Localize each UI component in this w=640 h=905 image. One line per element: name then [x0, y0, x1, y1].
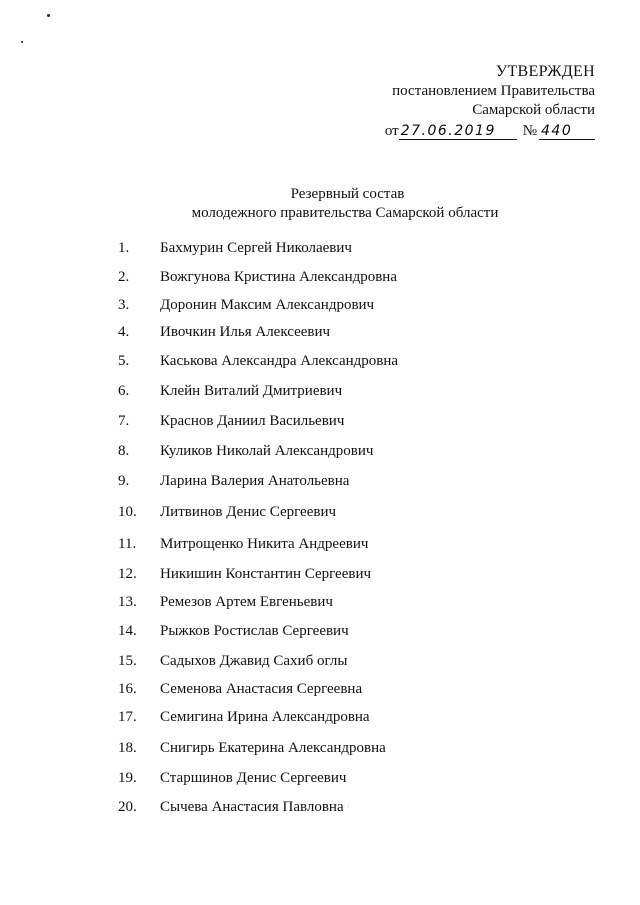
list-item-number: 15.	[118, 653, 137, 669]
list-item-number: 17.	[118, 709, 137, 725]
list-item-name: Вожгунова Кристина Александровна	[160, 269, 397, 285]
list-item-number: 16.	[118, 681, 137, 697]
approval-stamp	[335, 62, 595, 141]
list-item-number: 9.	[118, 473, 130, 489]
list-item	[118, 324, 330, 344]
list-item	[118, 443, 373, 463]
heading-line: Резервный состав	[290, 186, 405, 202]
number-sign: №	[522, 123, 537, 139]
list-item-number: 6.	[118, 383, 130, 399]
scan-speck	[348, 806, 349, 807]
list-item-number: 18.	[118, 740, 137, 756]
list-item	[118, 473, 349, 493]
approval-line: постановлением Правительства	[392, 83, 595, 99]
approval-line: Самарской области	[472, 102, 595, 118]
list-item	[118, 709, 370, 729]
list-item	[118, 353, 398, 373]
list-item-number: 20.	[118, 799, 137, 815]
list-item-name: Ивочкин Илья Алексеевич	[160, 324, 331, 340]
list-item	[118, 799, 344, 819]
approval-date-line	[335, 121, 595, 141]
list-item-number: 11.	[118, 536, 137, 552]
list-item	[118, 297, 374, 317]
handwritten-number: 440	[539, 123, 595, 140]
list-item	[118, 681, 362, 701]
list-item	[118, 240, 352, 260]
list-item-number: 7.	[118, 413, 130, 429]
document-heading	[0, 185, 640, 223]
scan-speck	[21, 41, 23, 43]
date-prefix: от	[384, 123, 399, 139]
list-item-number: 1.	[118, 240, 130, 256]
list-item-number: 2.	[118, 269, 130, 285]
list-item	[118, 623, 349, 643]
heading-line: молодежного правительства Самарской области	[191, 205, 499, 221]
list-item	[118, 504, 336, 524]
list-item-name: Краснов Даниил Васильевич	[160, 413, 345, 429]
list-item	[118, 740, 386, 760]
list-item-number: 10.	[118, 504, 137, 520]
list-item-number: 19.	[118, 770, 137, 786]
list-item-name: Рыжков Ростислав Сергеевич	[160, 623, 349, 639]
list-item-name: Снигирь Екатерина Александровна	[160, 740, 386, 756]
list-item-name: Каськова Александра Александровна	[160, 353, 399, 369]
list-item-name: Никишин Константин Сергеевич	[160, 566, 372, 582]
list-item-name: Садыхов Джавид Сахиб оглы	[160, 653, 348, 669]
list-item	[118, 413, 344, 433]
approval-title: УТВЕРЖДЕН	[495, 63, 595, 80]
handwritten-date: 27.06.2019	[399, 123, 517, 140]
list-item-name: Митрощенко Никита Андреевич	[160, 536, 369, 552]
list-item-number: 14.	[118, 623, 137, 639]
list-item-name: Семигина Ирина Александровна	[160, 709, 370, 725]
list-item-number: 4.	[118, 324, 130, 340]
list-item-name: Куликов Николай Александрович	[160, 443, 374, 459]
list-item	[118, 770, 346, 790]
list-item	[118, 269, 397, 289]
list-item-name: Бахмурин Сергей Николаевич	[160, 240, 352, 256]
list-item-name: Клейн Виталий Дмитриевич	[160, 383, 343, 399]
list-item	[118, 594, 333, 614]
list-item-name: Литвинов Денис Сергеевич	[160, 504, 337, 520]
list-item	[118, 383, 342, 403]
list-item-name: Сычева Анастасия Павловна	[160, 799, 344, 815]
list-item-number: 5.	[118, 353, 130, 369]
list-item-name: Доронин Максим Александрович	[160, 297, 375, 313]
scan-speck	[47, 14, 50, 17]
list-item-number: 8.	[118, 443, 130, 459]
list-item-name: Семенова Анастасия Сергеевна	[160, 681, 363, 697]
list-item-number: 12.	[118, 566, 137, 582]
list-item-name: Старшинов Денис Сергеевич	[160, 770, 347, 786]
list-item-name: Ремезов Артем Евгеньевич	[160, 594, 333, 610]
list-item-number: 13.	[118, 594, 137, 610]
list-item	[118, 536, 368, 556]
list-item-number: 3.	[118, 297, 130, 313]
list-item-name: Ларина Валерия Анатольевна	[160, 473, 350, 489]
list-item	[118, 566, 371, 586]
list-item	[118, 653, 347, 673]
